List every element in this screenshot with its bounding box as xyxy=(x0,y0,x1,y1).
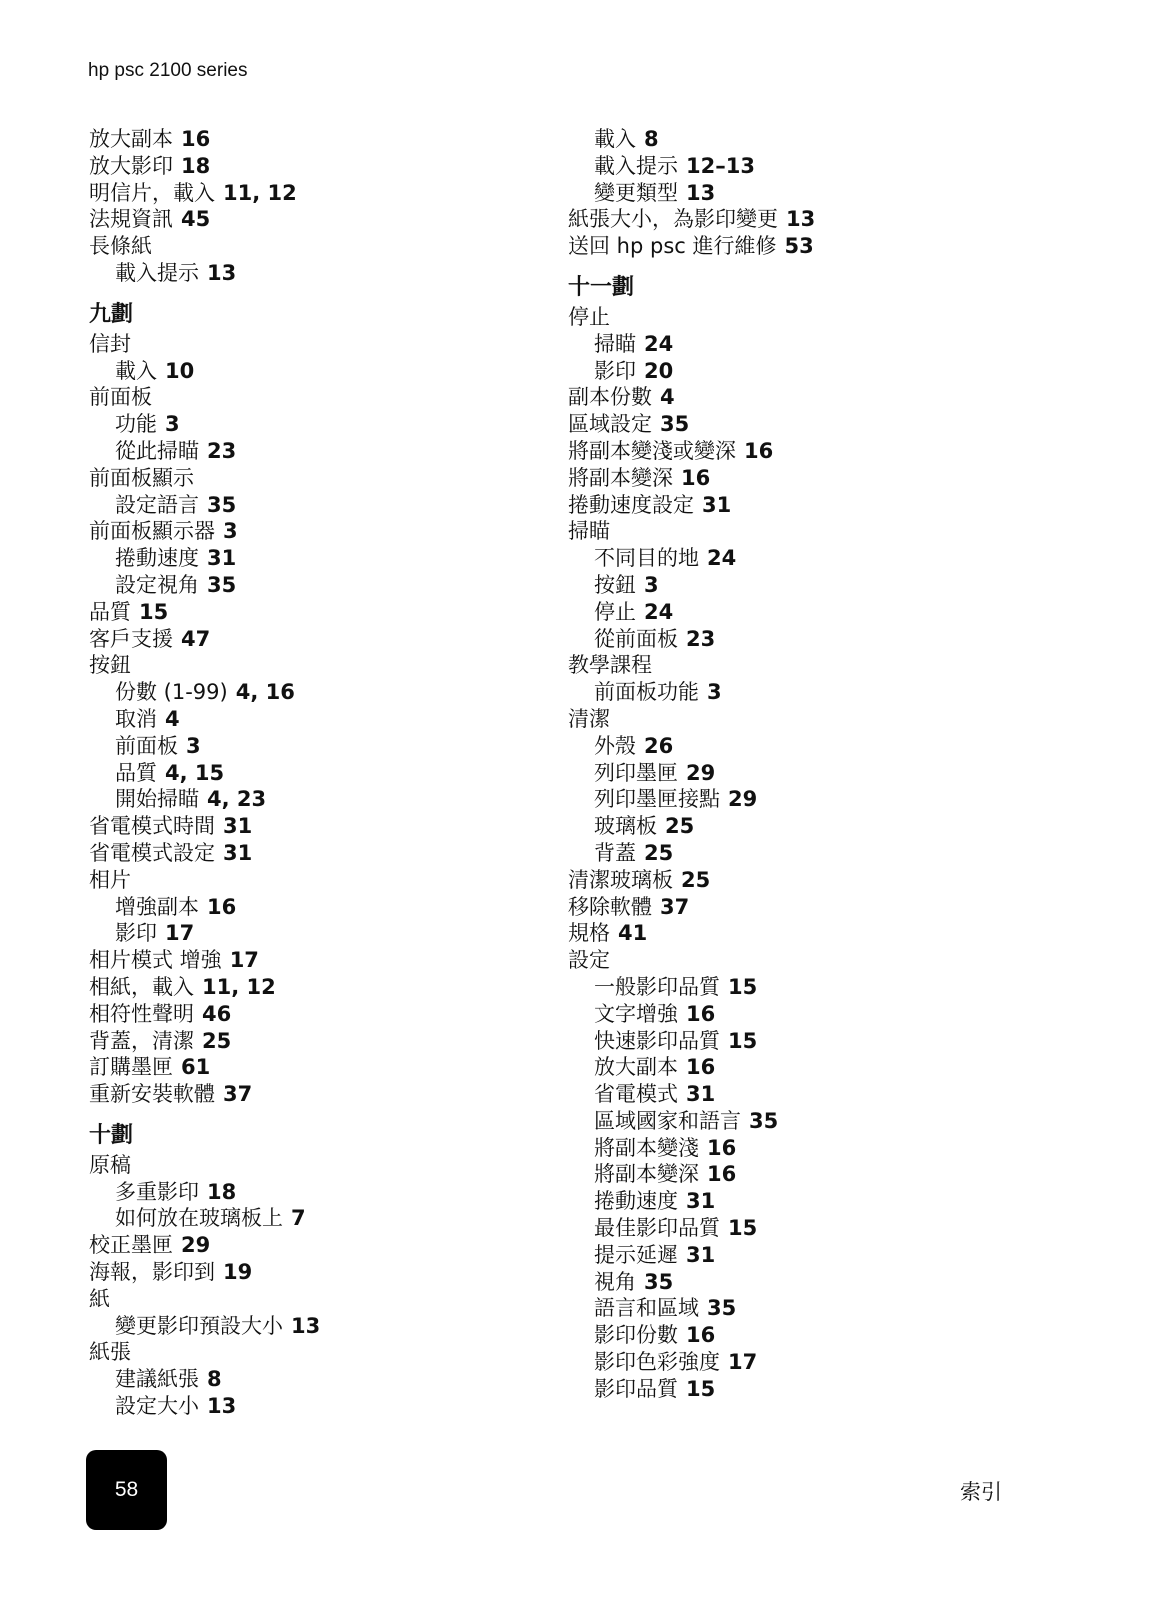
index-page-ref: 8 xyxy=(644,127,659,151)
index-page-ref: 8 xyxy=(207,1367,222,1392)
index-page-ref: 25 xyxy=(681,867,711,892)
index-term: 前面板功能 xyxy=(594,680,699,705)
index-page-ref: 16 xyxy=(207,894,237,919)
index-term: 開始掃瞄 xyxy=(115,787,199,812)
index-subentry xyxy=(568,1295,1068,1322)
index-term: 如何放在玻璃板上 xyxy=(115,1206,283,1231)
index-page-ref: 46 xyxy=(202,1001,232,1026)
index-subentry xyxy=(568,974,1068,1001)
index-term: 信封 xyxy=(89,331,131,356)
index-subentry xyxy=(568,1161,1068,1188)
index-page-ref: 17 xyxy=(229,948,259,973)
index-page-ref: 26 xyxy=(644,733,674,758)
index-entry xyxy=(568,206,1068,233)
index-page-ref: 35 xyxy=(707,1296,737,1321)
index-term: 明信片，載入 xyxy=(89,180,215,205)
index-subentry xyxy=(568,1322,1068,1349)
index-term: 按鈕 xyxy=(594,572,636,597)
index-page-ref: 11, 12 xyxy=(202,974,276,999)
index-subentry xyxy=(568,1135,1068,1162)
index-subentry xyxy=(568,1188,1068,1215)
index-page-ref: 31 xyxy=(686,1242,716,1267)
index-entry xyxy=(89,1028,529,1055)
index-page-ref: 31 xyxy=(223,840,253,865)
index-subentry xyxy=(89,492,529,519)
index-term: 相符性聲明 xyxy=(89,1001,194,1026)
index-term: 增強副本 xyxy=(115,894,199,919)
index-term: 語言和區域 xyxy=(594,1296,699,1321)
index-page-ref: 31 xyxy=(686,1189,716,1214)
index-subentry xyxy=(89,760,529,787)
index-term: 載入 xyxy=(594,127,636,151)
index-subentry xyxy=(89,572,529,599)
index-page-ref: 53 xyxy=(784,234,814,259)
index-term: 移除軟體 xyxy=(568,894,652,919)
index-term: 品質 xyxy=(89,599,131,624)
index-column-right xyxy=(568,126,1068,1403)
index-term: 放大副本 xyxy=(594,1055,678,1080)
index-page-ref: 4 xyxy=(660,385,675,410)
index-page-ref: 15 xyxy=(139,599,169,624)
index-entry xyxy=(568,947,1068,974)
index-subentry xyxy=(89,260,529,287)
index-term: 停止 xyxy=(568,304,610,329)
index-section-heading: 十劃 xyxy=(89,1122,134,1148)
index-subentry xyxy=(568,626,1068,653)
index-term: 重新安裝軟體 xyxy=(89,1082,215,1107)
index-subentry xyxy=(89,679,529,706)
index-subentry xyxy=(568,1054,1068,1081)
index-term: 影印色彩強度 xyxy=(594,1350,720,1375)
index-subentry xyxy=(89,1393,529,1420)
index-entry xyxy=(89,947,529,974)
index-term: 載入提示 xyxy=(594,153,678,178)
index-page-ref: 35 xyxy=(644,1269,674,1294)
index-term: 一般影印品質 xyxy=(594,974,720,999)
index-term: 影印 xyxy=(115,921,157,946)
index-term: 按鈕 xyxy=(89,653,131,678)
index-term: 提示延遲 xyxy=(594,1242,678,1267)
index-term: 紙張 xyxy=(89,1340,131,1365)
index-term: 外殼 xyxy=(594,733,636,758)
index-entry xyxy=(89,867,529,894)
index-page-ref: 15 xyxy=(686,1376,716,1401)
index-term: 載入 xyxy=(115,358,157,383)
index-term: 設定 xyxy=(568,948,610,973)
index-term: 掃瞄 xyxy=(594,331,636,356)
index-entry xyxy=(568,438,1068,465)
index-page-ref: 20 xyxy=(644,358,674,383)
index-page-ref: 13 xyxy=(686,180,716,205)
index-entry xyxy=(89,153,529,180)
index-page-ref: 3 xyxy=(165,412,180,437)
index-term: 建議紙張 xyxy=(115,1367,199,1392)
index-column-left xyxy=(89,126,529,1420)
index-page-ref: 35 xyxy=(749,1108,779,1133)
index-page-ref: 15 xyxy=(728,974,758,999)
index-subentry xyxy=(89,786,529,813)
index-term: 省電模式時間 xyxy=(89,814,215,839)
index-entry xyxy=(89,1152,529,1179)
index-term: 區域設定 xyxy=(568,412,652,437)
index-term: 前面板顯示 xyxy=(89,465,194,490)
index-page-ref: 31 xyxy=(686,1082,716,1107)
index-term: 設定大小 xyxy=(115,1394,199,1419)
index-term: 取消 xyxy=(115,706,157,731)
index-entry xyxy=(568,492,1068,519)
index-term: 相片 xyxy=(89,867,131,892)
page-header-title: hp psc 2100 series xyxy=(88,60,248,81)
index-term: 變更影印預設大小 xyxy=(115,1313,283,1338)
index-term: 清潔玻璃板 xyxy=(568,867,673,892)
index-entry xyxy=(89,1054,529,1081)
index-term: 前面板 xyxy=(89,385,152,410)
index-entry xyxy=(89,840,529,867)
index-page-ref: 16 xyxy=(744,438,774,463)
index-page-ref: 16 xyxy=(686,1323,716,1348)
index-section-heading: 九劃 xyxy=(89,301,134,327)
index-term: 功能 xyxy=(115,412,157,437)
index-page-ref: 61 xyxy=(181,1055,211,1080)
index-page-ref: 17 xyxy=(728,1350,758,1375)
index-term: 原稿 xyxy=(89,1152,131,1177)
index-term: 教學課程 xyxy=(568,653,652,678)
index-page-ref: 13 xyxy=(207,1394,237,1419)
index-page-ref: 16 xyxy=(686,1055,716,1080)
index-term: 紙張大小，為影印變更 xyxy=(568,207,778,232)
index-term: 省電模式 xyxy=(594,1082,678,1107)
index-entry xyxy=(89,180,529,207)
index-term: 省電模式設定 xyxy=(89,840,215,865)
index-page-ref: 4, 15 xyxy=(165,760,225,785)
index-term: 清潔 xyxy=(568,706,610,731)
index-page-ref: 23 xyxy=(207,438,237,463)
index-term: 品質 xyxy=(115,760,157,785)
index-term: 客戶支援 xyxy=(89,626,173,651)
index-term: 停止 xyxy=(594,599,636,624)
index-page-ref: 15 xyxy=(728,1216,758,1241)
index-page-ref: 47 xyxy=(181,626,211,651)
index-subentry xyxy=(568,813,1068,840)
index-entry xyxy=(568,233,1068,260)
index-term: 多重影印 xyxy=(115,1179,199,1204)
index-page-ref: 31 xyxy=(223,814,253,839)
index-term: 法規資訊 xyxy=(89,207,173,232)
index-term: 份數 (1-99) xyxy=(115,680,228,705)
index-term: 送回 hp psc 進行維修 xyxy=(568,234,777,259)
index-entry xyxy=(89,384,529,411)
index-entry xyxy=(568,706,1068,733)
index-subentry xyxy=(89,1313,529,1340)
index-page-ref: 16 xyxy=(686,1001,716,1026)
index-page-ref: 11, 12 xyxy=(223,180,297,205)
page-number-badge xyxy=(86,1450,167,1530)
index-subentry xyxy=(568,1349,1068,1376)
index-term: 訂購墨匣 xyxy=(89,1055,173,1080)
index-entry xyxy=(568,652,1068,679)
index-page-ref: 41 xyxy=(618,921,648,946)
index-page-ref: 3 xyxy=(707,680,722,705)
index-page-ref: 3 xyxy=(186,733,201,758)
index-term: 長條紙 xyxy=(89,234,152,259)
index-subentry xyxy=(568,786,1068,813)
index-term: 設定視角 xyxy=(115,572,199,597)
index-entry xyxy=(89,974,529,1001)
index-entry xyxy=(89,1259,529,1286)
index-page-ref: 13 xyxy=(291,1313,321,1338)
index-term: 捲動速度 xyxy=(594,1189,678,1214)
index-page-ref: 16 xyxy=(707,1135,737,1160)
index-page-ref: 23 xyxy=(686,626,716,651)
index-term: 放大副本 xyxy=(89,127,173,151)
index-term: 從前面板 xyxy=(594,626,678,651)
index-page-ref: 7 xyxy=(291,1206,306,1231)
index-entry xyxy=(568,518,1068,545)
index-page-ref: 3 xyxy=(223,519,238,544)
index-entry xyxy=(568,411,1068,438)
index-term: 影印 xyxy=(594,358,636,383)
index-page-ref: 45 xyxy=(181,207,211,232)
index-subentry xyxy=(89,733,529,760)
index-page-ref: 16 xyxy=(181,127,211,151)
index-section-heading: 十一劃 xyxy=(568,274,635,300)
index-page-ref: 16 xyxy=(707,1162,737,1187)
index-term: 列印墨匣接點 xyxy=(594,787,720,812)
index-term: 將副本變深 xyxy=(568,465,673,490)
index-term: 變更類型 xyxy=(594,180,678,205)
index-subentry xyxy=(568,180,1068,207)
index-page-ref: 10 xyxy=(165,358,195,383)
index-entry xyxy=(568,867,1068,894)
index-page-ref: 4 xyxy=(165,706,180,731)
index-page-ref: 24 xyxy=(707,546,737,571)
index-entry xyxy=(89,331,529,358)
index-subentry xyxy=(568,1376,1068,1403)
index-subentry xyxy=(568,1269,1068,1296)
index-page-ref: 29 xyxy=(728,787,758,812)
index-page-ref: 35 xyxy=(660,412,690,437)
index-entry xyxy=(568,384,1068,411)
index-page-ref: 3 xyxy=(644,572,659,597)
index-term: 區域國家和語言 xyxy=(594,1108,741,1133)
index-entry xyxy=(89,599,529,626)
index-entry xyxy=(89,465,529,492)
index-term: 將副本變淺 xyxy=(594,1135,699,1160)
index-term: 影印份數 xyxy=(594,1323,678,1348)
index-entry xyxy=(89,1286,529,1313)
index-subentry xyxy=(89,1179,529,1206)
index-entry xyxy=(568,894,1068,921)
index-subentry xyxy=(568,760,1068,787)
index-subentry xyxy=(89,411,529,438)
index-entry xyxy=(89,652,529,679)
index-page-ref: 18 xyxy=(207,1179,237,1204)
index-subentry xyxy=(89,894,529,921)
index-term: 捲動速度設定 xyxy=(568,492,694,517)
index-page-ref: 16 xyxy=(681,465,711,490)
index-subentry xyxy=(568,331,1068,358)
index-page-ref: 13 xyxy=(207,260,237,285)
index-entry xyxy=(568,920,1068,947)
index-entry xyxy=(89,1001,529,1028)
index-page-ref: 24 xyxy=(644,331,674,356)
index-term: 相片模式 增強 xyxy=(89,948,222,973)
index-term: 背蓋，清潔 xyxy=(89,1028,194,1053)
index-page-ref: 29 xyxy=(686,760,716,785)
index-term: 背蓋 xyxy=(594,840,636,865)
index-subentry xyxy=(568,840,1068,867)
index-page-ref: 37 xyxy=(660,894,690,919)
index-subentry xyxy=(89,358,529,385)
index-entry xyxy=(89,626,529,653)
index-subentry xyxy=(568,1215,1068,1242)
index-term: 將副本變淺或變深 xyxy=(568,438,736,463)
index-entry xyxy=(89,1232,529,1259)
index-page-ref: 25 xyxy=(202,1028,232,1053)
index-entry xyxy=(89,126,529,153)
index-term: 快速影印品質 xyxy=(594,1028,720,1053)
index-term: 前面板顯示器 xyxy=(89,519,215,544)
index-subentry xyxy=(89,438,529,465)
index-entry xyxy=(89,518,529,545)
index-term: 海報，影印到 xyxy=(89,1260,215,1285)
index-subentry xyxy=(89,1205,529,1232)
index-term: 列印墨匣 xyxy=(594,760,678,785)
index-subentry xyxy=(568,599,1068,626)
index-page-ref: 25 xyxy=(665,814,695,839)
index-page-ref: 35 xyxy=(207,492,237,517)
index-subentry xyxy=(568,1028,1068,1055)
index-entry xyxy=(89,1339,529,1366)
index-page-ref: 18 xyxy=(181,153,211,178)
index-term: 設定語言 xyxy=(115,492,199,517)
index-term: 將副本變深 xyxy=(594,1162,699,1187)
index-term: 校正墨匣 xyxy=(89,1233,173,1258)
index-page-ref: 13 xyxy=(786,207,816,232)
index-term: 副本份數 xyxy=(568,385,652,410)
index-page-ref: 31 xyxy=(702,492,732,517)
index-page-ref: 17 xyxy=(165,921,195,946)
index-page-ref: 35 xyxy=(207,572,237,597)
index-page-ref: 37 xyxy=(223,1082,253,1107)
page-number: 58 xyxy=(114,1478,139,1501)
index-entry xyxy=(89,233,529,260)
index-page-ref: 12–13 xyxy=(686,153,755,178)
index-subentry xyxy=(568,1108,1068,1135)
index-term: 最佳影印品質 xyxy=(594,1216,720,1241)
index-entry xyxy=(89,813,529,840)
index-entry xyxy=(89,206,529,233)
index-subentry xyxy=(568,1001,1068,1028)
index-subentry xyxy=(89,920,529,947)
footer-section-name: 索引 xyxy=(960,1480,1002,1504)
index-page-ref: 24 xyxy=(644,599,674,624)
index-term: 掃瞄 xyxy=(568,519,610,544)
index-term: 文字增強 xyxy=(594,1001,678,1026)
index-term: 紙 xyxy=(89,1286,110,1311)
index-subentry xyxy=(568,1242,1068,1269)
index-subentry xyxy=(568,572,1068,599)
index-term: 不同目的地 xyxy=(594,546,699,571)
index-entry xyxy=(568,304,1068,331)
index-page-ref: 4, 16 xyxy=(235,680,295,705)
index-subentry xyxy=(568,679,1068,706)
index-entry xyxy=(568,465,1068,492)
index-term: 玻璃板 xyxy=(594,814,657,839)
index-page-ref: 15 xyxy=(728,1028,758,1053)
index-subentry xyxy=(568,126,1068,153)
index-subentry xyxy=(89,706,529,733)
index-page-ref: 31 xyxy=(207,546,237,571)
index-page-ref: 25 xyxy=(644,840,674,865)
index-subentry xyxy=(568,153,1068,180)
index-page-ref: 4, 23 xyxy=(207,787,267,812)
index-entry xyxy=(89,1081,529,1108)
index-term: 視角 xyxy=(594,1269,636,1294)
index-term: 影印品質 xyxy=(594,1376,678,1401)
index-page-ref: 19 xyxy=(223,1260,253,1285)
index-term: 從此掃瞄 xyxy=(115,438,199,463)
index-term: 相紙，載入 xyxy=(89,974,194,999)
index-subentry xyxy=(568,358,1068,385)
index-term: 前面板 xyxy=(115,733,178,758)
index-subentry xyxy=(568,1081,1068,1108)
index-term: 規格 xyxy=(568,921,610,946)
index-term: 放大影印 xyxy=(89,153,173,178)
index-page-ref: 29 xyxy=(181,1233,211,1258)
index-subentry xyxy=(89,545,529,572)
index-subentry xyxy=(568,545,1068,572)
index-term: 捲動速度 xyxy=(115,546,199,571)
index-term: 載入提示 xyxy=(115,260,199,285)
index-subentry xyxy=(89,1366,529,1393)
index-subentry xyxy=(568,733,1068,760)
